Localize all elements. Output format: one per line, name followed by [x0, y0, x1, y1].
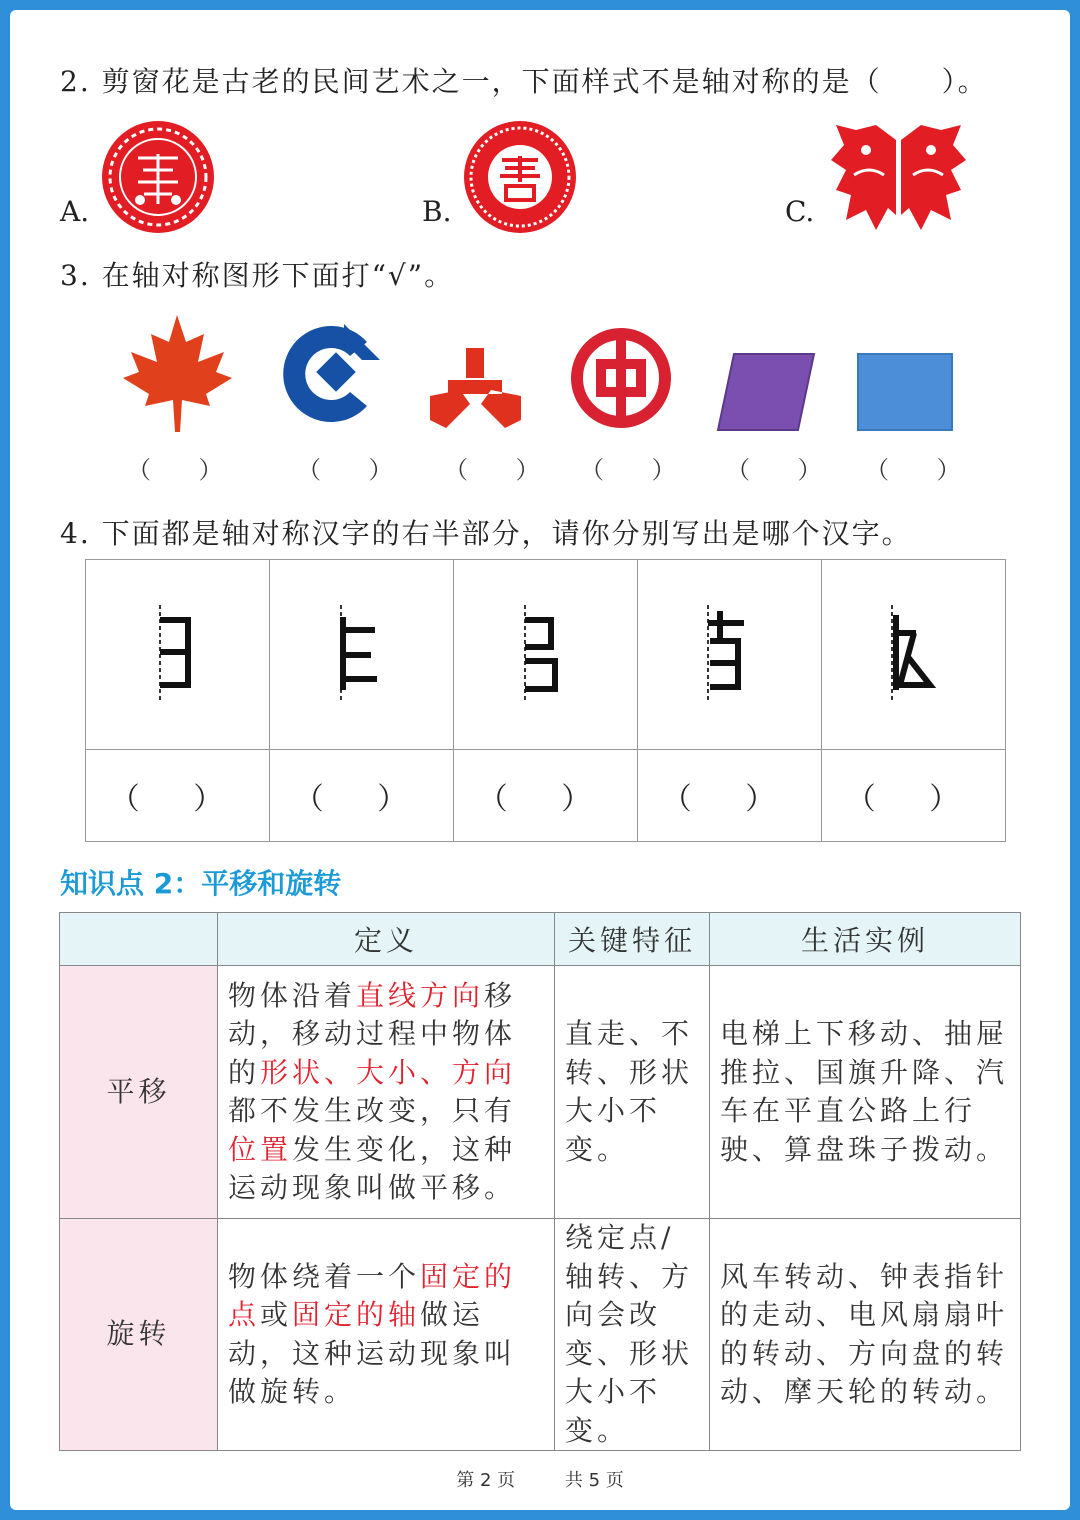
row-name: 旋转: [60, 1219, 218, 1451]
key-feature-cell: 直走、不转、形状大小不变。: [555, 966, 710, 1219]
maple-leaf-image: [120, 310, 235, 435]
table-row-rotation: [60, 1219, 1021, 1451]
definition-text: 物体沿着: [228, 978, 357, 1012]
definition-text: 物体绕着一个: [228, 1259, 421, 1293]
half-character-glyph-4: [706, 605, 754, 700]
q3-answer-blank-4[interactable]: （ ）: [580, 456, 696, 484]
option-b-label: B.: [422, 195, 452, 228]
page-total: 共 5 页: [564, 1470, 624, 1491]
bank-c-logo-image: [282, 320, 387, 428]
worksheet-page: [10, 10, 1070, 1510]
papercut-twin-birds-image: [826, 120, 971, 232]
papercut-circle-fu-image: [98, 118, 218, 236]
half-character-glyph-1: [158, 605, 198, 700]
q4-answer-blank-2[interactable]: （ ）: [270, 750, 454, 842]
half-character-cell: [86, 560, 270, 750]
definition-text: 做运动，这种运动现象叫做旋转。: [228, 1298, 517, 1408]
key-feature-cell: 绕定点/轴转、方向会改变、形状大小不变。: [555, 1219, 710, 1451]
page-number: 第 2 页: [456, 1470, 516, 1491]
example-cell: 电梯上下移动、抽屉推拉、国旗升降、汽车在平直公路上行驶、算盘珠子拨动。: [710, 966, 1021, 1219]
highlighted-term: 固定的轴: [292, 1298, 421, 1331]
half-character-cell: [270, 560, 454, 750]
page-footer: [10, 1466, 1070, 1492]
table-header-blank: [60, 913, 218, 966]
table-header-examples: 生活实例: [710, 913, 1021, 966]
question-2-text: 2. 剪窗花是古老的民间艺术之一，下面样式不是轴对称的是（ ）。: [60, 65, 988, 98]
q3-answer-blank-5[interactable]: （ ）: [726, 456, 842, 484]
definition-cell: [218, 1219, 555, 1451]
bank-of-china-logo-image: [570, 327, 672, 429]
question-3-text: 3. 在轴对称图形下面打“√”。: [60, 259, 455, 292]
three-diamond-logo-image: [428, 346, 523, 430]
example-cell: 风车转动、钟表指针的走动、电风扇扇叶的转动、方向盘的转动、摩天轮的转动。: [710, 1219, 1021, 1451]
rectangle-image: [856, 352, 954, 432]
definition-text: 或: [260, 1298, 293, 1331]
option-a-label: A.: [60, 195, 90, 228]
half-character-glyph-5: [890, 605, 938, 700]
q3-answer-blank-3[interactable]: （ ）: [444, 456, 560, 484]
half-character-table: [85, 559, 1006, 842]
table-header-definition: 定义: [218, 913, 555, 966]
half-character-glyph-3: [523, 605, 568, 700]
definition-text: 发生变化，这种运动现象叫做平移。: [228, 1132, 517, 1204]
definition-text: 都不发生改变，只有: [228, 1094, 517, 1127]
q3-answer-blank-1[interactable]: （ ）: [127, 456, 243, 484]
half-character-cell: [454, 560, 638, 750]
definition-cell: [218, 966, 555, 1219]
knowledge-table: [59, 912, 1021, 1451]
highlighted-term: 位置: [228, 1132, 293, 1166]
highlighted-term: 直线方向: [356, 978, 485, 1012]
half-character-cell: [822, 560, 1006, 750]
q4-answer-blank-5[interactable]: （ ）: [822, 750, 1006, 842]
table-row-translation: [60, 966, 1021, 1219]
section-title: 知识点 2：平移和旋转: [60, 867, 342, 900]
row-name: 平移: [60, 966, 218, 1219]
q4-answer-blank-1[interactable]: （ ）: [86, 750, 270, 842]
q3-answer-blank-2[interactable]: （ ）: [297, 456, 413, 484]
q3-answer-blank-6[interactable]: （ ）: [865, 456, 981, 484]
highlighted-term: 形状、大小、方向: [260, 1055, 517, 1089]
highlighted-term: 固定的点: [228, 1259, 517, 1331]
definition-text: 移动，移动过程中物体的: [228, 978, 517, 1089]
parallelogram-image: [716, 352, 816, 432]
table-header-key-features: 关键特征: [555, 913, 710, 966]
q4-answer-blank-3[interactable]: （ ）: [454, 750, 638, 842]
q4-answer-blank-4[interactable]: （ ）: [638, 750, 822, 842]
question-4-text: 4. 下面都是轴对称汉字的右半部分，请你分别写出是哪个汉字。: [60, 517, 912, 550]
half-character-cell: [638, 560, 822, 750]
option-c-label: C.: [785, 195, 815, 228]
half-character-glyph-2: [339, 605, 384, 700]
papercut-circle-xi-image: [460, 118, 580, 236]
